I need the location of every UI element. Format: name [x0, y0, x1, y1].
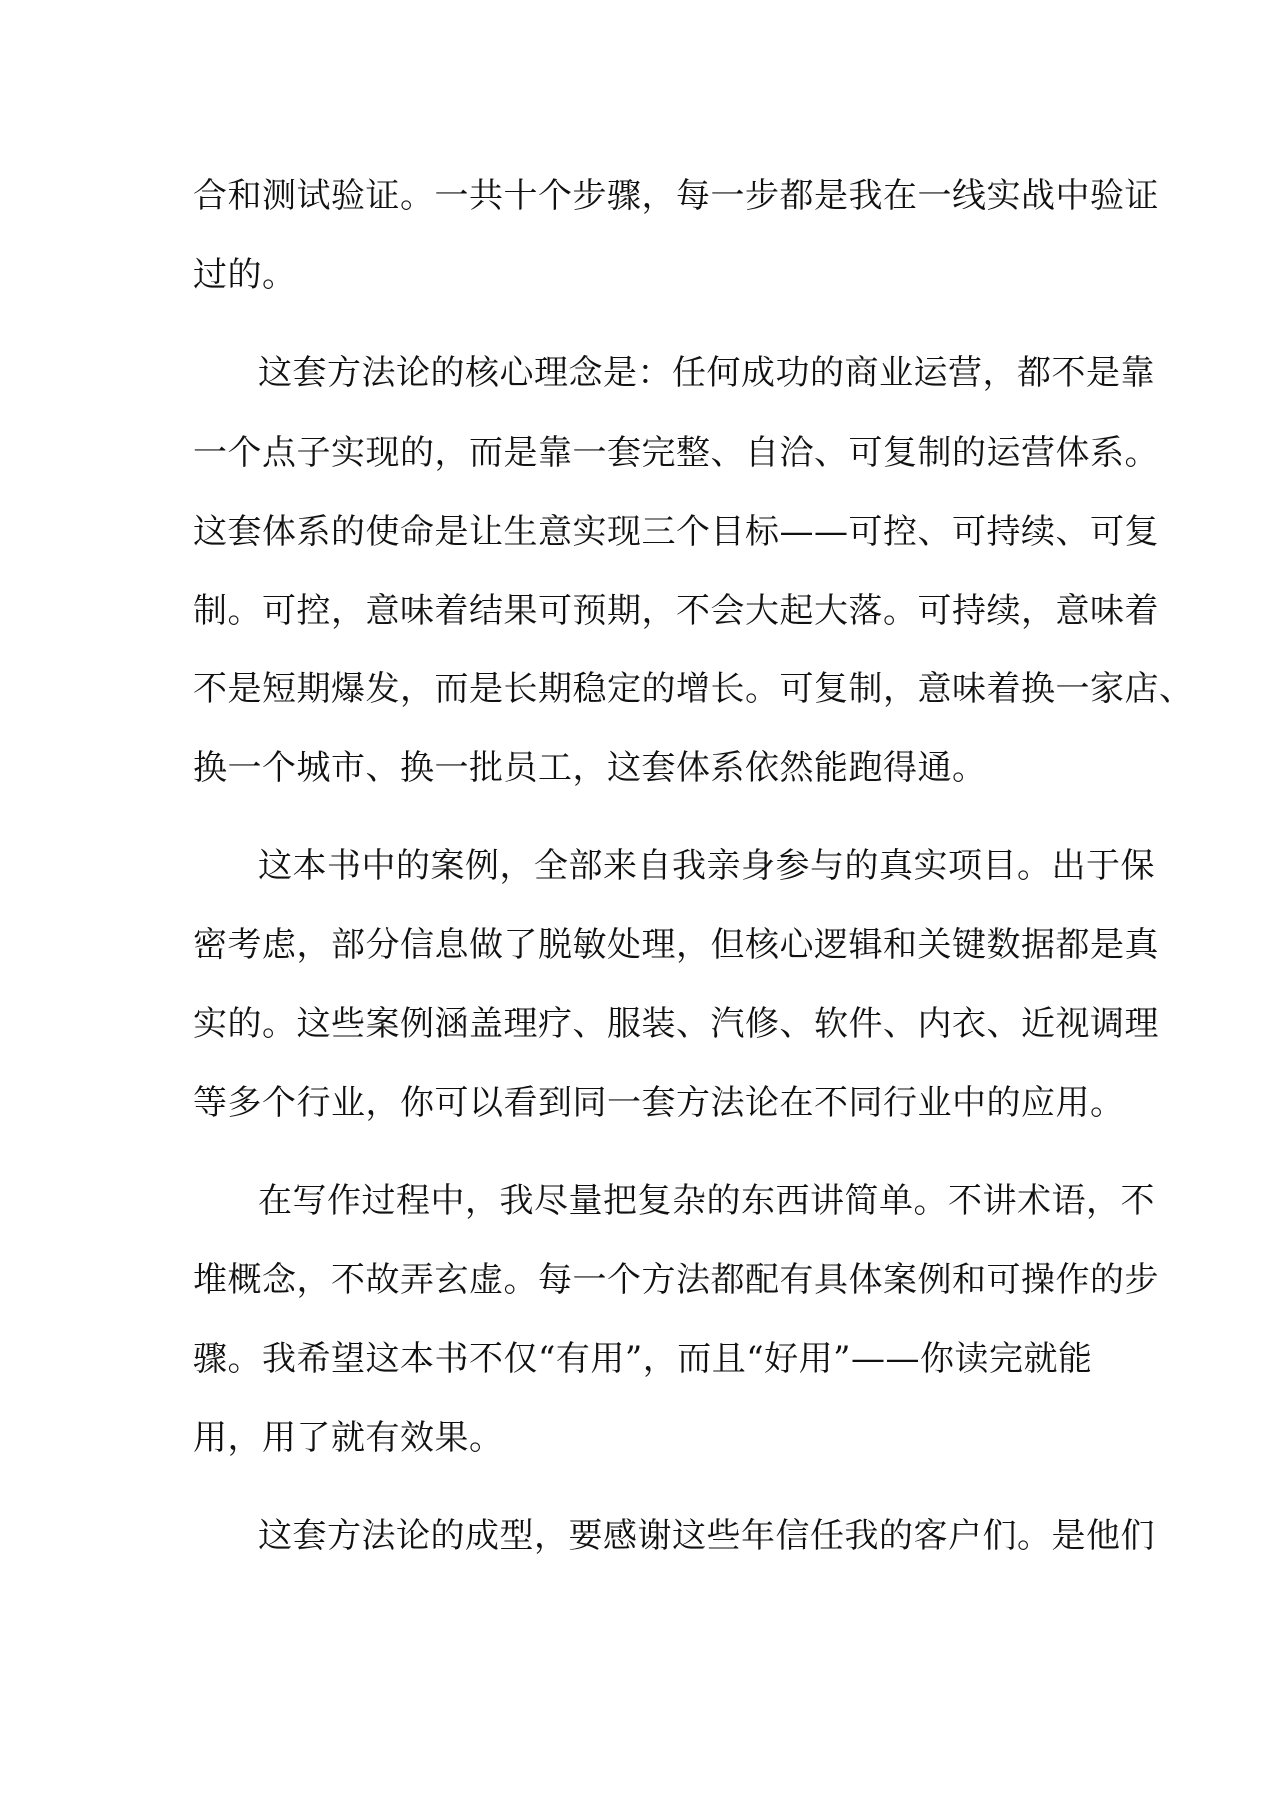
- paragraph-line: 这套方法论的核心理念是：任何成功的商业运营，都不是靠: [258, 353, 1155, 393]
- paragraph-line: 这套体系的使命是让生意实现三个目标——可控、可持续、可复: [193, 512, 1159, 552]
- paragraph-line: 实的。这些案例涵盖理疗、服装、汽修、软件、内衣、近视调理: [193, 1004, 1159, 1044]
- paragraph-line: 在写作过程中，我尽量把复杂的东西讲简单。不讲术语，不: [258, 1181, 1155, 1221]
- paragraph-line: 一个点子实现的，而是靠一套完整、自洽、可复制的运营体系。: [193, 433, 1159, 473]
- paragraph-line: 合和测试验证。一共十个步骤，每一步都是我在一线实战中验证: [193, 176, 1159, 216]
- paragraph-line: 这套方法论的成型，要感谢这些年信任我的客户们。是他们: [258, 1516, 1155, 1556]
- paragraph-line: 用，用了就有效果。: [193, 1418, 504, 1458]
- paragraph-line: 不是短期爆发，而是长期稳定的增长。可复制，意味着换一家店、: [193, 669, 1194, 709]
- paragraph-line: 这本书中的案例，全部来自我亲身参与的真实项目。出于保: [258, 846, 1155, 886]
- paragraph-line: 堆概念，不故弄玄虚。每一个方法都配有具体案例和可操作的步: [193, 1260, 1159, 1300]
- paragraph-line: 制。可控，意味着结果可预期，不会大起大落。可持续，意味着: [193, 591, 1159, 631]
- paragraph-line: 密考虑，部分信息做了脱敏处理，但核心逻辑和关键数据都是真: [193, 925, 1159, 965]
- paragraph-line: 等多个行业，你可以看到同一套方法论在不同行业中的应用。: [193, 1083, 1125, 1123]
- paragraph-line: 过的。: [193, 255, 297, 295]
- paragraph-line: 骤。我希望这本书不仅“有用”，而且“好用”——你读完就能: [193, 1339, 1093, 1379]
- paragraph-line: 换一个城市、换一批员工，这套体系依然能跑得通。: [193, 748, 987, 788]
